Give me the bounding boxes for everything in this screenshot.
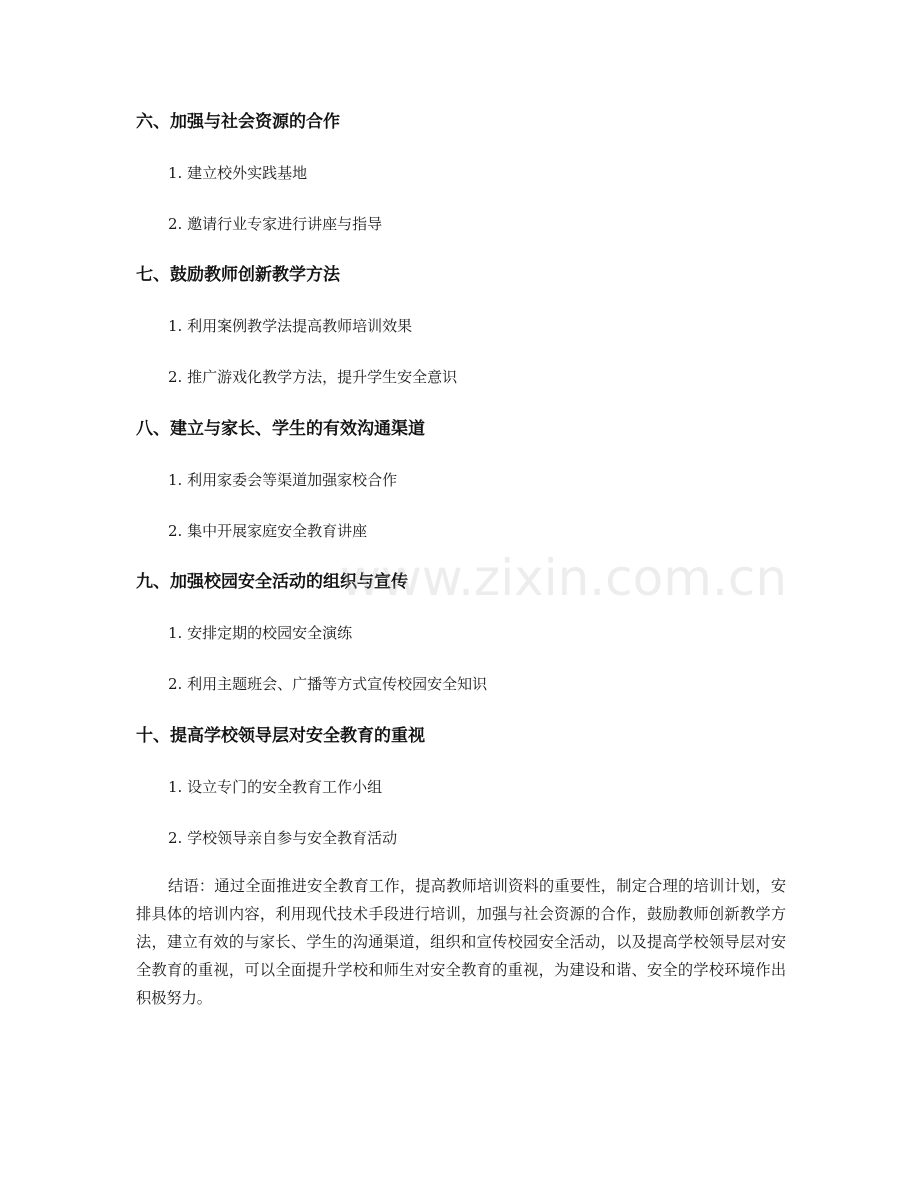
list-item: 2. 利用主题班会、广播等方式宣传校园安全知识 <box>168 675 488 693</box>
list-item: 1. 安排定期的校园安全演练 <box>168 624 353 642</box>
section-heading-7: 七、鼓励教师创新教学方法 <box>136 265 340 285</box>
list-item: 2. 学校领导亲自参与安全教育活动 <box>168 829 398 847</box>
watermark: www.zixin.com.cn <box>340 549 788 607</box>
list-item: 1. 建立校外实践基地 <box>168 164 308 182</box>
list-item: 1. 利用家委会等渠道加强家校合作 <box>168 471 398 489</box>
section-heading-8: 八、建立与家长、学生的有效沟通渠道 <box>136 419 425 439</box>
list-item: 1. 利用案例教学法提高教师培训效果 <box>168 317 413 335</box>
section-heading-10: 十、提高学校领导层对安全教育的重视 <box>136 726 425 746</box>
section-heading-9: 九、加强校园安全活动的组织与宣传 <box>136 572 408 592</box>
list-item: 2. 推广游戏化教学方法，提升学生安全意识 <box>168 368 458 386</box>
conclusion-paragraph: 结语：通过全面推进安全教育工作，提高教师培训资料的重要性，制定合理的培训计划，安排具体的培训内容，利用现代技术手段进行培训，加强与社会资源的合作，鼓励教师创新教学方法，建立有效的与家长、学生的沟通渠道，组织和宣传校园安全活动，以及提高学校领导层对安全教育的重视，可以全面提升学校和师生对安全教育的重视，为建设和谐、安全的学校环境作出积极努力。 <box>136 877 786 1007</box>
list-item: 1. 设立专门的安全教育工作小组 <box>168 778 383 796</box>
list-item: 2. 邀请行业专家进行讲座与指导 <box>168 215 383 233</box>
section-heading-6: 六、加强与社会资源的合作 <box>136 112 340 132</box>
list-item: 2. 集中开展家庭安全教育讲座 <box>168 522 368 540</box>
